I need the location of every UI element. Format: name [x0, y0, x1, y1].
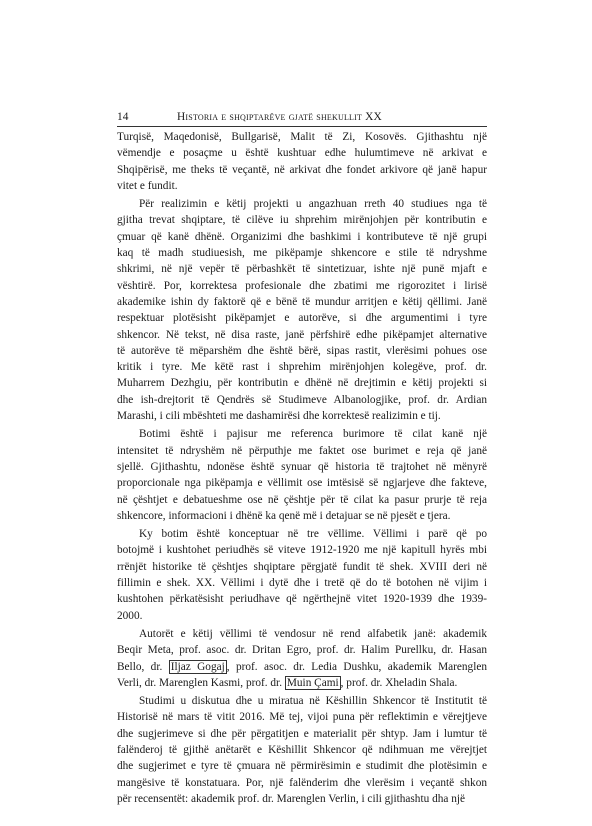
text-line: 2000. — [117, 609, 143, 622]
text-line: respektuar plotësisht pikëpamjet e autorëve, si dhe argumentimi i tyre — [117, 312, 487, 325]
text-line — [117, 626, 487, 642]
text-line: sjellë. Gjithashtu, ndonëse është synuar që historia të trajtohet në mënyrë — [117, 460, 487, 473]
text-line — [117, 642, 487, 658]
text-line: Historisë në mars të vitit 2016. Më tej, vijoi puna për reflektimin e vërejtjeve — [117, 711, 487, 724]
text-line: falënderoj të gjithë anëtarët e Këshillit Shkencor që ndihmuan me vërejtjet — [117, 743, 487, 756]
text-line: gjitha trevat shqiptare, të cilëve iu shprehim mirënjohjen për kontributin e — [117, 214, 487, 227]
text-line: botojmë i kushtohet periudhës së viteve 1912-1920 me një kapitull hyrës mbi — [117, 544, 487, 557]
text-segment: Beqir Meta, prof. asoc. dr. Dritan Egro, prof. dr. Halim Purellku, dr. Hasan — [117, 644, 487, 657]
text-line: Botimi është i pajisur me referenca burimore të cilat kanë një — [139, 428, 487, 441]
text-segment: , prof. asoc. dr. Ledia Dushku, akademik Marenglen — [226, 660, 487, 673]
text-line: rrënjët historike të çështjes shqiptare përgjatë fundit të shek. XVIII deri në — [117, 560, 487, 573]
header-rule — [117, 126, 487, 127]
text-segment: Verli, dr. Marenglen Kasmi, prof. dr. — [117, 676, 285, 689]
text-line: të autorëve të mëparshëm dhe është bërë, sipas rastit, vlerësimi pohues ose — [117, 344, 487, 357]
highlighted-name: Iljaz Gogaj — [170, 660, 225, 673]
text-segment: Autorët e këtij vëllimi të vendosur në rend alfabetik janë: akademik — [139, 627, 487, 640]
running-header — [117, 109, 487, 125]
paragraph — [117, 626, 487, 691]
page-body — [117, 129, 487, 807]
text-line: akademike ishin dy faktorë që e bënë të mundur arritjen e këtij qëllimi. Janë — [117, 295, 487, 308]
text-line: çmuar që kanë dhënë. Organizimi dhe bashkimi i kontributeve të një grupi — [117, 230, 487, 243]
text-line: intensitet të ndryshëm në përputhje me faktet ose burimet e reja që janë — [117, 444, 487, 457]
text-line: shkencor. Në tekst, në disa raste, janë përfshirë edhe pikëpamjet alternative — [117, 328, 487, 341]
paragraph — [117, 526, 487, 624]
text-line: mangësive të konstatuara. Por, një falënderim dhe vlerësim i veçantë shkon — [117, 776, 487, 789]
paragraph — [117, 693, 487, 807]
text-line: dhe sugjerimeve si dhe për përgatitjen e materialit për shtyp. Jam i lumtur të — [117, 727, 487, 740]
text-line: Për realizimin e këtij projekti u angazhuan rreth 40 studiues nga të — [139, 198, 487, 211]
text-line: për recensentët: akademik prof. dr. Marenglen Verlin, i cili gjithashtu dha një — [117, 792, 466, 805]
text-line: Studimi u diskutua dhe u miratua në Këshillin Shkencor të Institutit të — [139, 695, 487, 708]
highlighted-name: Muin Çami — [286, 676, 339, 689]
page-number: 14 — [117, 111, 129, 123]
paragraph — [117, 129, 487, 194]
text-line: kritik i tyre. Me këtë rast i shprehim mirënjohjen kolegëve, prof. dr. — [117, 361, 487, 374]
text-segment: , prof. dr. Xheladin Shala. — [340, 676, 458, 689]
text-line: vështirë. Por, korrektesa profesionale dhe zbatimi me rigorozitet i lirisë — [117, 279, 487, 292]
text-line: vëmendje e posaçme u është kushtuar edhe hulumtimeve në arkivat e — [117, 147, 487, 160]
text-line: Ky botim është konceptuar në tre vëllime. Vëllimi i parë që po — [139, 528, 487, 541]
text-line: Muharrem Dezhgiu, për kontributin e dhënë në drejtimin e këtij projekti si — [117, 377, 487, 390]
text-line: shkencore, informacioni i dhënë ka qenë më i detajuar se në pjesët e tjera. — [117, 509, 451, 522]
text-line: në çështjet e debatueshme ose në çështje për të cilat ka pasur prurje të reja — [117, 493, 487, 506]
text-segment: Bello, dr. — [117, 660, 169, 673]
text-line: kushtohen përkatësisht periudhave që ngërthejnë vitet 1920-1939 dhe 1939- — [117, 593, 487, 606]
paragraph — [117, 426, 487, 524]
text-line: vitet e fundit. — [117, 179, 178, 192]
text-line: fillimin e shek. XX. Vëllimi i dytë dhe i tretë që do të botohen në vijim i — [117, 577, 487, 590]
running-title: Historia e shqiptarëve gjatë shekullit XX — [177, 111, 382, 123]
text-line: Turqisë, Maqedonisë, Bullgarisë, Malit të Zi, Kosovës. Gjithashtu një — [117, 131, 487, 143]
text-line — [117, 659, 487, 675]
text-line: shkrimi, në një vepër të përbashkët të sintetizuar, ishte një punë mjaft e — [117, 263, 487, 276]
text-line — [117, 675, 487, 691]
text-line: Marashi, i cili mbështeti me dashamirësi dhe korrektesë realizimin e tij. — [117, 410, 441, 423]
text-line: kaq të madh studiuesish, me pikëpamje shkencore e stile të ndryshme — [117, 247, 487, 260]
text-line: dhe sugjerimet e tyre të çmuara në përmirësimin e studimit dhe plotësimin e — [117, 760, 487, 773]
text-line: Shqipërisë, me theks të veçantë, në arkivat dhe fondet arkivore që janë hapur — [117, 163, 487, 176]
paragraph — [117, 196, 487, 424]
text-line: dhe ish-drejtorit të Qendrës së Studimeve Albanologjike, prof. dr. Ardian — [117, 393, 487, 406]
text-line: proporcionale nga pikëpamja e vëllimit ose imtësisë së ngjarjeve dhe fakteve, — [117, 477, 487, 490]
